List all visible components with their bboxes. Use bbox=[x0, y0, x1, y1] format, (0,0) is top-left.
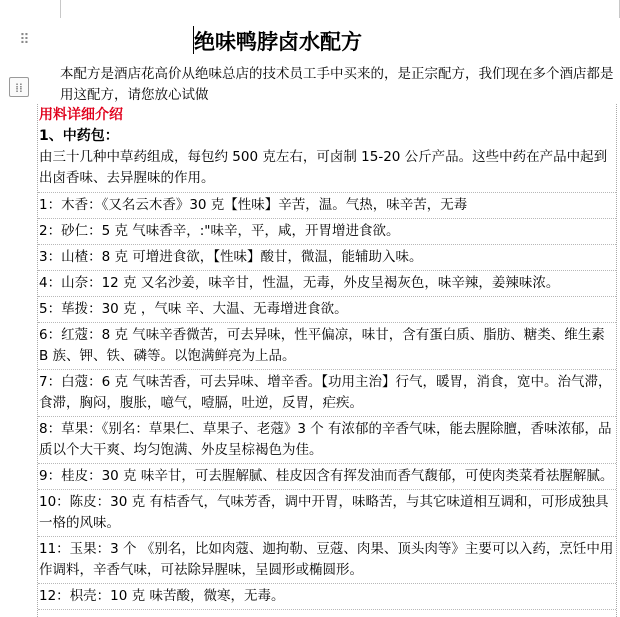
content-table[interactable] bbox=[37, 104, 617, 617]
drag-dots-icon[interactable]: ⠿ bbox=[19, 32, 29, 48]
intro-paragraph[interactable]: 本配方是酒店花高价从绝味总店的技术员工手中买来的，是正宗配方，我们现在多个酒店都是用这配方，请您放心试做 bbox=[60, 66, 614, 103]
list-item: 9：桂皮：30 克 味辛甘，可去腥解腻、桂皮因含有挥发油而香气馥郁，可使肉类菜肴祛腥解腻。 bbox=[38, 464, 616, 490]
table-move-icon[interactable]: ⁞⁞ bbox=[9, 77, 29, 97]
document-title[interactable]: 绝味鸭脖卤水配方 bbox=[194, 30, 362, 54]
list-item: 12：枳壳：10 克 味苦酸，微寒，无毒。 bbox=[38, 584, 616, 610]
description-paragraph: 由三十几种中草药组成，每包约 500 克左右，可卤制 15-20 公斤产品。这些中药在产品中起到出卤香味、去异腥味的作用。 bbox=[38, 147, 616, 193]
list-item: 8：草果：《别名：草果仁、草果子、老蔻》3 个 有浓郁的辛香气味，能去腥除膻，香味浓郁，品质以个大干爽、均匀饱满、外皮呈棕褐色为佳。 bbox=[38, 417, 616, 464]
list-item: 10：陈皮：30 克 有桔香气，气味芳香，调中开胃，味略苦，与其它味道相互调和，可形成独具一格的风味。 bbox=[38, 490, 616, 537]
list-item: 7：白蔻：6 克 气味苦香，可去异味、增辛香。【功用主治】行气，暖胃，消食，宽中。治气滞，食滞，胸闷，腹胀，噫气，噎膈，吐逆，反胃，疟疾。 bbox=[38, 370, 616, 417]
list-item: 3：山楂：8 克 可增进食欲，【性味】酸甘，微温，能辅助入味。 bbox=[38, 245, 616, 271]
list-item: 2：砂仁：5 克 气味香辛，:"味辛，平，咸，开胃增进食欲。 bbox=[38, 219, 616, 245]
list-item: 11：玉果：3 个 《别名，比如肉蔻、迦拘勒、豆蔻、肉果、顶头肉等》主要可以入药，烹饪中用作调料，辛香气味，可祛除异腥味，呈圆形或椭圆形。 bbox=[38, 537, 616, 584]
sub-title: 1、中药包： bbox=[39, 128, 119, 144]
section-title: 用料详细介绍 bbox=[39, 107, 123, 123]
list-item: 6：红蔻：8 克 气味辛香微苦，可去异味，性平偏凉，味甘，含有蛋白质、脂肪、糖类、维生素 B 族、钾、铁、磷等。以饱满鲜亮为上品。 bbox=[38, 323, 616, 370]
list-item: 5：荜拨：30 克 ，气味 辛、大温、无毒增进食欲。 bbox=[38, 297, 616, 323]
list-item: 4：山奈：12 克 又名沙姜，味辛甘，性温，无毒，外皮呈褐灰色，味辛辣，姜辣味浓。 bbox=[38, 271, 616, 297]
ingredient-list bbox=[38, 193, 616, 610]
list-item: 1：木香：《又名云木香》30 克【性味】辛苦，温。气热，味辛苦，无毒 bbox=[38, 193, 616, 219]
page-corner-mark-left bbox=[60, 0, 61, 18]
